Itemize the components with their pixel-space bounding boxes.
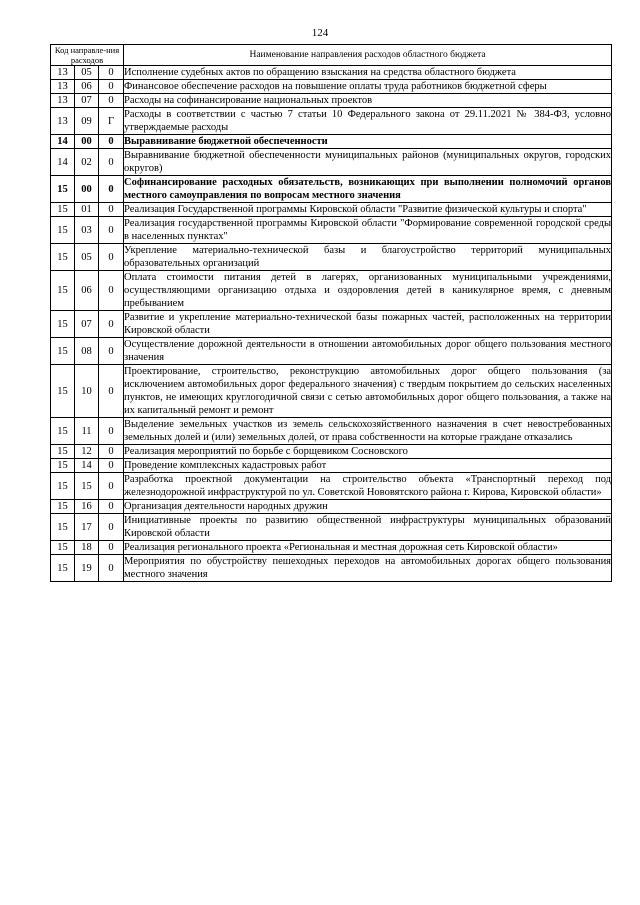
expense-name: Проведение комплексных кадастровых работ xyxy=(124,459,612,473)
table-row xyxy=(51,94,612,108)
code-part-1: 15 xyxy=(51,244,75,271)
code-part-2: 08 xyxy=(75,338,99,365)
code-part-1: 15 xyxy=(51,541,75,555)
code-column-header: Код направле-ния расходов xyxy=(51,45,124,66)
table-row xyxy=(51,203,612,217)
code-part-2: 05 xyxy=(75,66,99,80)
code-part-3: 0 xyxy=(99,338,124,365)
code-part-3: 0 xyxy=(99,217,124,244)
table-row xyxy=(51,217,612,244)
expense-name: Разработка проектной документации на строительство объекта «Транспортный переход под железнодорожной инфраструктурой по ул. Советской Нововятского района г. Кирова, Кировской области» xyxy=(124,474,612,498)
code-part-2: 07 xyxy=(75,311,99,338)
expense-name: Проектирование, строительство, реконструкцию автомобильных дорог общего пользования (за исключением автомобильных дорог федерального значения) с твердым покрытием до сельских населенных пунктов, не имеющих круглогодичной связи с сетью автомобильных дорог общего пользования, а также на их капитальный ремонт и ремонт xyxy=(124,366,612,416)
code-part-3: 0 xyxy=(99,311,124,338)
expense-name: Реализация Государственной программы Кировской области "Развитие физической культуры и спорта" xyxy=(124,203,612,217)
expense-name: Укрепление материально-технической базы и благоустройство территорий муниципальных образовательных организаций xyxy=(124,245,612,269)
code-part-2: 07 xyxy=(75,94,99,108)
code-part-2: 11 xyxy=(75,418,99,445)
table-row xyxy=(51,500,612,514)
table-row xyxy=(51,473,612,500)
table-header-row xyxy=(51,45,612,66)
code-part-2: 03 xyxy=(75,217,99,244)
code-part-1: 15 xyxy=(51,418,75,445)
expense-name: Реализация мероприятий по борьбе с борщевиком Сосновского xyxy=(124,445,612,459)
code-part-1: 13 xyxy=(51,94,75,108)
table-body xyxy=(51,66,612,582)
code-part-3: 0 xyxy=(99,149,124,176)
table-row xyxy=(51,149,612,176)
code-part-1: 13 xyxy=(51,80,75,94)
code-part-1: 14 xyxy=(51,149,75,176)
page-number: 124 xyxy=(311,27,329,39)
code-part-1: 13 xyxy=(51,66,75,80)
expense-name: Расходы в соответствии с частью 7 статьи 10 Федерального закона от 29.11.2021 № 384-ФЗ, условно утверждаемые расходы xyxy=(124,109,612,133)
table-row xyxy=(51,418,612,445)
table-row xyxy=(51,176,612,203)
code-part-3: 0 xyxy=(99,459,124,473)
code-part-2: 02 xyxy=(75,149,99,176)
expense-name: Софинансирование расходных обязательств, возникающих при выполнении полномочий органов местного самоуправления по вопросам местного значения xyxy=(124,177,612,201)
code-part-2: 06 xyxy=(75,80,99,94)
table-row xyxy=(51,66,612,80)
code-part-2: 14 xyxy=(75,459,99,473)
code-part-1: 15 xyxy=(51,203,75,217)
code-part-3: 0 xyxy=(99,176,124,203)
expense-name: Оплата стоимости питания детей в лагерях, организованных муниципальными учреждениями, осуществляющими организацию отдыха и оздоровления детей в каникулярное время, с дневным пребыванием xyxy=(124,272,612,309)
expense-name: Расходы на софинансирование национальных проектов xyxy=(124,94,612,108)
code-part-2: 00 xyxy=(75,176,99,203)
expense-name: Выделение земельных участков из земель сельскохозяйственного назначения в счет невостребованных земельных долей и (или) земельных долей, от права собственности на которые граждане отказались xyxy=(124,419,612,443)
code-part-1: 15 xyxy=(51,338,75,365)
code-part-1: 15 xyxy=(51,459,75,473)
code-part-3: 0 xyxy=(99,500,124,514)
code-part-1: 15 xyxy=(51,217,75,244)
table-row xyxy=(51,365,612,418)
table-row xyxy=(51,271,612,311)
code-part-2: 05 xyxy=(75,244,99,271)
code-part-3: 0 xyxy=(99,445,124,459)
code-part-3: 0 xyxy=(99,203,124,217)
code-part-3: 0 xyxy=(99,365,124,418)
code-part-2: 15 xyxy=(75,473,99,500)
expense-name: Инициативные проекты по развитию общественной инфраструктуры муниципальных образований Кировской области xyxy=(124,515,612,539)
expense-name: Реализация регионального проекта «Региональная и местная дорожная сеть Кировской области» xyxy=(124,541,612,555)
code-part-1: 15 xyxy=(51,473,75,500)
budget-expense-table xyxy=(50,44,612,582)
code-part-3: 0 xyxy=(99,94,124,108)
code-part-1: 15 xyxy=(51,176,75,203)
code-part-1: 15 xyxy=(51,445,75,459)
code-part-1: 15 xyxy=(51,271,75,311)
table-row xyxy=(51,108,612,135)
code-part-3: 0 xyxy=(99,66,124,80)
table-row xyxy=(51,244,612,271)
table-row xyxy=(51,80,612,94)
table-row xyxy=(51,338,612,365)
code-part-1: 13 xyxy=(51,108,75,135)
code-part-3: 0 xyxy=(99,135,124,149)
code-part-1: 15 xyxy=(51,514,75,541)
code-part-3: 0 xyxy=(99,244,124,271)
code-part-1: 14 xyxy=(51,135,75,149)
expense-name: Развитие и укрепление материально-технической базы пожарных частей, расположенных на территории Кировской области xyxy=(124,312,612,336)
expense-name: Выравнивание бюджетной обеспеченности xyxy=(124,135,612,149)
code-part-2: 10 xyxy=(75,365,99,418)
code-part-2: 06 xyxy=(75,271,99,311)
expense-name: Осуществление дорожной деятельности в отношении автомобильных дорог общего пользования местного значения xyxy=(124,339,612,363)
code-part-1: 15 xyxy=(51,365,75,418)
code-part-1: 15 xyxy=(51,500,75,514)
expense-name: Выравнивание бюджетной обеспеченности муниципальных районов (муниципальных округов, городских округов) xyxy=(124,150,612,174)
table-row xyxy=(51,541,612,555)
expense-name: Реализация государственной программы Кировской области "Формирование современной городской среды в населенных пунктах" xyxy=(124,218,612,242)
name-column-header: Наименование направления расходов областного бюджета xyxy=(124,45,612,66)
expense-name: Исполнение судебных актов по обращению взыскания на средства областного бюджета xyxy=(124,66,612,80)
table-row xyxy=(51,445,612,459)
code-part-3: 0 xyxy=(99,541,124,555)
code-part-3: 0 xyxy=(99,418,124,445)
code-part-2: 17 xyxy=(75,514,99,541)
expense-name: Организация деятельности народных дружин xyxy=(124,500,612,514)
table-row xyxy=(51,514,612,541)
code-part-3: 0 xyxy=(99,514,124,541)
code-part-3: 0 xyxy=(99,473,124,500)
code-part-2: 12 xyxy=(75,445,99,459)
code-part-2: 16 xyxy=(75,500,99,514)
table-row xyxy=(51,459,612,473)
code-part-1: 15 xyxy=(51,311,75,338)
code-part-1: 15 xyxy=(51,555,75,582)
code-part-3: 0 xyxy=(99,80,124,94)
code-part-2: 00 xyxy=(75,135,99,149)
expense-name: Финансовое обеспечение расходов на повышение оплаты труда работников бюджетной сферы xyxy=(124,80,612,94)
code-part-2: 18 xyxy=(75,541,99,555)
code-part-2: 09 xyxy=(75,108,99,135)
code-part-3: 0 xyxy=(99,555,124,582)
expense-name: Мероприятия по обустройству пешеходных переходов на автомобильных дорогах общего пользования местного значения xyxy=(124,556,612,580)
code-part-2: 01 xyxy=(75,203,99,217)
code-part-3: 0 xyxy=(99,271,124,311)
code-part-2: 19 xyxy=(75,555,99,582)
table-row xyxy=(51,135,612,149)
code-part-3: Г xyxy=(99,108,124,135)
table-row xyxy=(51,555,612,582)
table-row xyxy=(51,311,612,338)
